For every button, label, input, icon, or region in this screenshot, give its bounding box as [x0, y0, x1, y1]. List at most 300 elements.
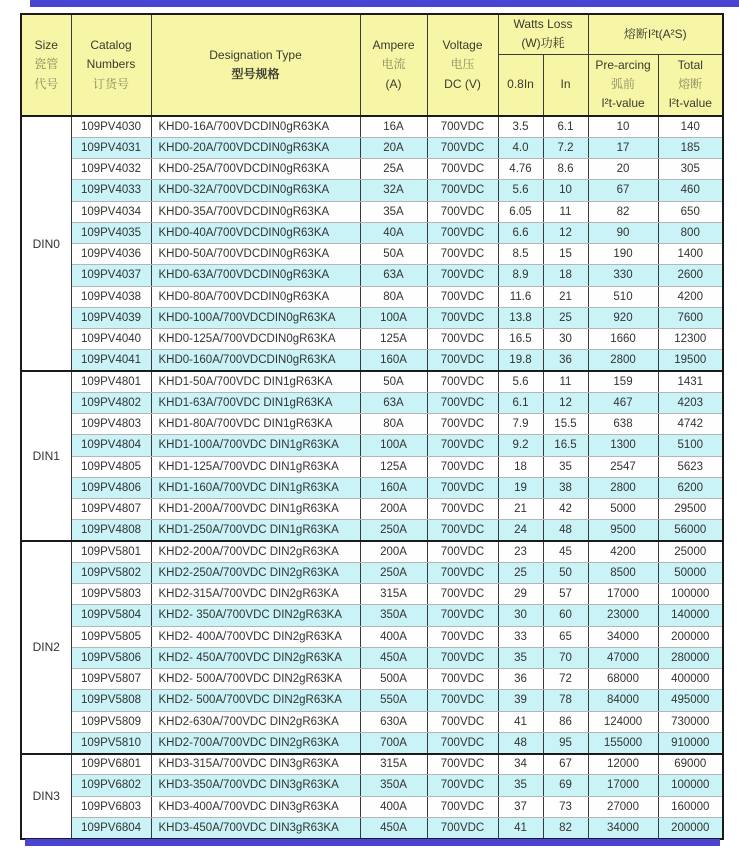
watts-loss-in-cell: 42 [543, 499, 588, 520]
catalog-number-cell: 109PV4805 [71, 456, 151, 477]
ampere-cell: 50A [360, 244, 427, 265]
ampere-cell: 315A [360, 584, 427, 605]
table-row [21, 137, 723, 158]
watts-loss-in-cell: 45 [543, 541, 588, 562]
total-i2t-cell: 5623 [658, 456, 723, 477]
voltage-cell: 700VDC [427, 817, 498, 838]
ampere-cell: 550A [360, 690, 427, 711]
voltage-cell: 700VDC [427, 499, 498, 520]
watts-loss-08in-cell: 35 [498, 647, 543, 668]
designation-type-cell: KHD0-160A/700VDCDIN0gR63KA [151, 350, 360, 371]
header-ampere-unit: (A) [385, 76, 402, 91]
prearcing-i2t-cell: 1300 [588, 435, 658, 456]
catalog-number-cell: 109PV4807 [71, 499, 151, 520]
table-row [21, 669, 723, 690]
voltage-cell: 700VDC [427, 605, 498, 626]
header-row-top [21, 14, 723, 54]
total-i2t-cell: 2600 [658, 265, 723, 286]
watts-loss-in-cell: 6.1 [543, 116, 588, 137]
watts-loss-08in-cell: 29 [498, 584, 543, 605]
designation-type-cell: KHD2- 350A/700VDC DIN2gR63KA [151, 605, 360, 626]
voltage-cell: 700VDC [427, 159, 498, 180]
watts-loss-in-cell: 67 [543, 754, 588, 775]
ampere-cell: 350A [360, 775, 427, 796]
voltage-cell: 700VDC [427, 669, 498, 690]
designation-type-cell: KHD0-16A/700VDCDIN0gR63KA [151, 116, 360, 137]
designation-type-cell: KHD0-25A/700VDCDIN0gR63KA [151, 159, 360, 180]
watts-loss-in-cell: 73 [543, 796, 588, 817]
header-ampere-cn: 电流 [381, 57, 406, 72]
header-prearcing-cn: 弧前 [610, 77, 635, 92]
prearcing-i2t-cell: 124000 [588, 711, 658, 732]
watts-loss-in-cell: 78 [543, 690, 588, 711]
prearcing-i2t-cell: 190 [588, 244, 658, 265]
col-header-in [543, 54, 588, 116]
total-i2t-cell: 6200 [658, 477, 723, 498]
voltage-cell: 700VDC [427, 541, 498, 562]
voltage-cell: 700VDC [427, 562, 498, 583]
prearcing-i2t-cell: 4200 [588, 541, 658, 562]
watts-loss-in-cell: 12 [543, 392, 588, 413]
catalog-number-cell: 109PV4803 [71, 414, 151, 435]
catalog-number-cell: 109PV5808 [71, 690, 151, 711]
voltage-cell: 700VDC [427, 116, 498, 137]
total-i2t-cell: 25000 [658, 541, 723, 562]
catalog-number-cell: 109PV5807 [71, 669, 151, 690]
voltage-cell: 700VDC [427, 201, 498, 222]
total-i2t-cell: 280000 [658, 647, 723, 668]
catalog-number-cell: 109PV4035 [71, 222, 151, 243]
watts-loss-08in-cell: 41 [498, 711, 543, 732]
catalog-number-cell: 109PV5802 [71, 562, 151, 583]
watts-loss-08in-cell: 24 [498, 520, 543, 541]
total-i2t-cell: 4200 [658, 286, 723, 307]
top-accent-bar [30, 0, 739, 7]
voltage-cell: 700VDC [427, 414, 498, 435]
voltage-cell: 700VDC [427, 626, 498, 647]
watts-loss-08in-cell: 23 [498, 541, 543, 562]
prearcing-i2t-cell: 12000 [588, 754, 658, 775]
watts-loss-08in-cell: 11.6 [498, 286, 543, 307]
prearcing-i2t-cell: 34000 [588, 626, 658, 647]
watts-loss-in-cell: 65 [543, 626, 588, 647]
voltage-cell: 700VDC [427, 222, 498, 243]
catalog-number-cell: 109PV4036 [71, 244, 151, 265]
watts-loss-in-cell: 11 [543, 201, 588, 222]
designation-type-cell: KHD0-80A/700VDCDIN0gR63KA [151, 286, 360, 307]
table-row [21, 392, 723, 413]
header-voltage-unit: DC (V) [444, 76, 481, 91]
voltage-cell: 700VDC [427, 754, 498, 775]
watts-loss-in-cell: 7.2 [543, 137, 588, 158]
size-group-cell: DIN0 [21, 116, 71, 371]
watts-loss-in-cell: 10 [543, 180, 588, 201]
watts-loss-in-cell: 16.5 [543, 435, 588, 456]
size-section-din2 [21, 541, 723, 754]
prearcing-i2t-cell: 330 [588, 265, 658, 286]
watts-loss-in-cell: 86 [543, 711, 588, 732]
table-row [21, 754, 723, 775]
header-size-cn2: 代号 [34, 76, 59, 91]
header-prearcing-unit: I²t-value [601, 96, 645, 111]
watts-loss-in-cell: 21 [543, 286, 588, 307]
designation-type-cell: KHD2- 500A/700VDC DIN2gR63KA [151, 690, 360, 711]
table-row [21, 371, 723, 392]
header-total-en: Total [677, 57, 703, 72]
designation-type-cell: KHD2- 400A/700VDC DIN2gR63KA [151, 626, 360, 647]
total-i2t-cell: 7600 [658, 307, 723, 328]
voltage-cell: 700VDC [427, 584, 498, 605]
catalog-number-cell: 109PV5804 [71, 605, 151, 626]
voltage-cell: 700VDC [427, 477, 498, 498]
catalog-number-cell: 109PV4804 [71, 435, 151, 456]
prearcing-i2t-cell: 68000 [588, 669, 658, 690]
prearcing-i2t-cell: 34000 [588, 817, 658, 838]
total-i2t-cell: 800 [658, 222, 723, 243]
catalog-number-cell: 109PV4037 [71, 265, 151, 286]
fuse-spec-table [20, 13, 724, 840]
voltage-cell: 700VDC [427, 244, 498, 265]
watts-loss-in-cell: 15.5 [543, 414, 588, 435]
table-row [21, 584, 723, 605]
catalog-number-cell: 109PV5809 [71, 711, 151, 732]
designation-type-cell: KHD1-200A/700VDC DIN1gR63KA [151, 499, 360, 520]
designation-type-cell: KHD0-100A/700VDCDIN0gR63KA [151, 307, 360, 328]
watts-loss-08in-cell: 6.1 [498, 392, 543, 413]
table-row [21, 350, 723, 371]
catalog-number-cell: 109PV4040 [71, 329, 151, 350]
voltage-cell: 700VDC [427, 286, 498, 307]
watts-loss-08in-cell: 8.5 [498, 244, 543, 265]
voltage-cell: 700VDC [427, 647, 498, 668]
watts-loss-08in-cell: 9.2 [498, 435, 543, 456]
voltage-cell: 700VDC [427, 711, 498, 732]
watts-loss-08in-cell: 5.6 [498, 180, 543, 201]
prearcing-i2t-cell: 1660 [588, 329, 658, 350]
designation-type-cell: KHD3-350A/700VDC DIN3gR63KA [151, 775, 360, 796]
header-08in-label: 0.8In [507, 77, 534, 92]
prearcing-i2t-cell: 8500 [588, 562, 658, 583]
designation-type-cell: KHD0-32A/700VDCDIN0gR63KA [151, 180, 360, 201]
watts-loss-08in-cell: 16.5 [498, 329, 543, 350]
header-watts-en: Watts Loss [513, 17, 573, 32]
col-header-designation [151, 14, 360, 116]
watts-loss-08in-cell: 48 [498, 732, 543, 753]
ampere-cell: 32A [360, 180, 427, 201]
header-total-cn: 熔断 [678, 77, 703, 92]
col-header-prearcing [588, 54, 658, 116]
total-i2t-cell: 56000 [658, 520, 723, 541]
ampere-cell: 200A [360, 541, 427, 562]
table-row [21, 222, 723, 243]
designation-type-cell: KHD1-50A/700VDC DIN1gR63KA [151, 371, 360, 392]
prearcing-i2t-cell: 17000 [588, 775, 658, 796]
designation-type-cell: KHD1-100A/700VDC DIN1gR63KA [151, 435, 360, 456]
watts-loss-08in-cell: 5.6 [498, 371, 543, 392]
ampere-cell: 250A [360, 520, 427, 541]
watts-loss-08in-cell: 13.8 [498, 307, 543, 328]
col-header-voltage [427, 14, 498, 116]
watts-loss-08in-cell: 36 [498, 669, 543, 690]
size-group-cell: DIN1 [21, 371, 71, 541]
watts-loss-in-cell: 25 [543, 307, 588, 328]
watts-loss-in-cell: 12 [543, 222, 588, 243]
total-i2t-cell: 910000 [658, 732, 723, 753]
table-header [21, 14, 723, 116]
designation-type-cell: KHD1-160A/700VDC DIN1gR63KA [151, 477, 360, 498]
watts-loss-in-cell: 70 [543, 647, 588, 668]
prearcing-i2t-cell: 5000 [588, 499, 658, 520]
ampere-cell: 100A [360, 307, 427, 328]
watts-loss-08in-cell: 6.05 [498, 201, 543, 222]
catalog-number-cell: 109PV4038 [71, 286, 151, 307]
table-row [21, 626, 723, 647]
table-row [21, 817, 723, 838]
header-voltage-en: Voltage [442, 38, 483, 53]
designation-type-cell: KHD0-63A/700VDCDIN0gR63KA [151, 265, 360, 286]
prearcing-i2t-cell: 17 [588, 137, 658, 158]
ampere-cell: 350A [360, 605, 427, 626]
prearcing-i2t-cell: 467 [588, 392, 658, 413]
voltage-cell: 700VDC [427, 796, 498, 817]
catalog-number-cell: 109PV4041 [71, 350, 151, 371]
prearcing-i2t-cell: 84000 [588, 690, 658, 711]
table-row [21, 711, 723, 732]
designation-type-cell: KHD1-80A/700VDC DIN1gR63KA [151, 414, 360, 435]
watts-loss-08in-cell: 3.5 [498, 116, 543, 137]
designation-type-cell: KHD0-20A/700VDCDIN0gR63KA [151, 137, 360, 158]
table-row [21, 265, 723, 286]
watts-loss-in-cell: 38 [543, 477, 588, 498]
voltage-cell: 700VDC [427, 329, 498, 350]
table-row [21, 201, 723, 222]
col-header-total [658, 54, 723, 116]
catalog-number-cell: 109PV5803 [71, 584, 151, 605]
watts-loss-08in-cell: 19 [498, 477, 543, 498]
ampere-cell: 400A [360, 626, 427, 647]
table-row [21, 562, 723, 583]
header-i2t-label: 熔断I²t(A²S) [623, 26, 687, 41]
total-i2t-cell: 69000 [658, 754, 723, 775]
header-watts-cn: (W)功耗 [521, 36, 565, 51]
designation-type-cell: KHD3-315A/700VDC DIN3gR63KA [151, 754, 360, 775]
header-ampere-en: Ampere [372, 38, 415, 53]
ampere-cell: 20A [360, 137, 427, 158]
ampere-cell: 315A [360, 754, 427, 775]
catalog-number-cell: 109PV4806 [71, 477, 151, 498]
catalog-number-cell: 109PV4808 [71, 520, 151, 541]
size-group-cell: DIN2 [21, 541, 71, 754]
voltage-cell: 700VDC [427, 137, 498, 158]
prearcing-i2t-cell: 638 [588, 414, 658, 435]
watts-loss-08in-cell: 4.0 [498, 137, 543, 158]
ampere-cell: 160A [360, 350, 427, 371]
prearcing-i2t-cell: 10 [588, 116, 658, 137]
prearcing-i2t-cell: 155000 [588, 732, 658, 753]
catalog-number-cell: 109PV5801 [71, 541, 151, 562]
total-i2t-cell: 5100 [658, 435, 723, 456]
table-row [21, 456, 723, 477]
watts-loss-08in-cell: 18 [498, 456, 543, 477]
header-voltage-cn: 电压 [450, 57, 475, 72]
catalog-number-cell: 109PV4030 [71, 116, 151, 137]
size-section-din3 [21, 754, 723, 839]
catalog-number-cell: 109PV4032 [71, 159, 151, 180]
watts-loss-08in-cell: 7.9 [498, 414, 543, 435]
prearcing-i2t-cell: 510 [588, 286, 658, 307]
total-i2t-cell: 460 [658, 180, 723, 201]
voltage-cell: 700VDC [427, 307, 498, 328]
voltage-cell: 700VDC [427, 520, 498, 541]
watts-loss-08in-cell: 41 [498, 817, 543, 838]
designation-type-cell: KHD2-315A/700VDC DIN2gR63KA [151, 584, 360, 605]
ampere-cell: 35A [360, 201, 427, 222]
catalog-number-cell: 109PV4039 [71, 307, 151, 328]
header-catalog-en2: Numbers [86, 57, 136, 72]
total-i2t-cell: 19500 [658, 350, 723, 371]
catalog-number-cell: 109PV5806 [71, 647, 151, 668]
ampere-cell: 80A [360, 414, 427, 435]
designation-type-cell: KHD2-200A/700VDC DIN2gR63KA [151, 541, 360, 562]
voltage-cell: 700VDC [427, 180, 498, 201]
total-i2t-cell: 305 [658, 159, 723, 180]
prearcing-i2t-cell: 23000 [588, 605, 658, 626]
designation-type-cell: KHD0-35A/700VDCDIN0gR63KA [151, 201, 360, 222]
total-i2t-cell: 495000 [658, 690, 723, 711]
total-i2t-cell: 650 [658, 201, 723, 222]
total-i2t-cell: 12300 [658, 329, 723, 350]
prearcing-i2t-cell: 20 [588, 159, 658, 180]
total-i2t-cell: 100000 [658, 775, 723, 796]
prearcing-i2t-cell: 82 [588, 201, 658, 222]
total-i2t-cell: 29500 [658, 499, 723, 520]
voltage-cell: 700VDC [427, 456, 498, 477]
col-header-ampere [360, 14, 427, 116]
prearcing-i2t-cell: 920 [588, 307, 658, 328]
watts-loss-in-cell: 69 [543, 775, 588, 796]
total-i2t-cell: 50000 [658, 562, 723, 583]
ampere-cell: 63A [360, 265, 427, 286]
table-row [21, 414, 723, 435]
designation-type-cell: KHD3-450A/700VDC DIN3gR63KA [151, 817, 360, 838]
ampere-cell: 80A [360, 286, 427, 307]
table-row [21, 286, 723, 307]
watts-loss-in-cell: 36 [543, 350, 588, 371]
watts-loss-in-cell: 72 [543, 669, 588, 690]
watts-loss-08in-cell: 8.9 [498, 265, 543, 286]
designation-type-cell: KHD0-40A/700VDCDIN0gR63KA [151, 222, 360, 243]
voltage-cell: 700VDC [427, 732, 498, 753]
header-in-label: In [560, 77, 571, 92]
voltage-cell: 700VDC [427, 392, 498, 413]
designation-type-cell: KHD2-630A/700VDC DIN2gR63KA [151, 711, 360, 732]
watts-loss-08in-cell: 21 [498, 499, 543, 520]
prearcing-i2t-cell: 27000 [588, 796, 658, 817]
watts-loss-in-cell: 8.6 [543, 159, 588, 180]
prearcing-i2t-cell: 2800 [588, 477, 658, 498]
watts-loss-08in-cell: 30 [498, 605, 543, 626]
ampere-cell: 40A [360, 222, 427, 243]
watts-loss-08in-cell: 33 [498, 626, 543, 647]
total-i2t-cell: 4742 [658, 414, 723, 435]
watts-loss-08in-cell: 6.6 [498, 222, 543, 243]
total-i2t-cell: 140000 [658, 605, 723, 626]
bottom-accent-bar [25, 839, 720, 846]
watts-loss-in-cell: 11 [543, 371, 588, 392]
watts-loss-in-cell: 50 [543, 562, 588, 583]
prearcing-i2t-cell: 90 [588, 222, 658, 243]
watts-loss-in-cell: 95 [543, 732, 588, 753]
ampere-cell: 100A [360, 435, 427, 456]
total-i2t-cell: 400000 [658, 669, 723, 690]
table-row [21, 690, 723, 711]
catalog-number-cell: 109PV5810 [71, 732, 151, 753]
watts-loss-in-cell: 30 [543, 329, 588, 350]
total-i2t-cell: 200000 [658, 817, 723, 838]
catalog-number-cell: 109PV4033 [71, 180, 151, 201]
prearcing-i2t-cell: 9500 [588, 520, 658, 541]
watts-loss-in-cell: 60 [543, 605, 588, 626]
voltage-cell: 700VDC [427, 265, 498, 286]
voltage-cell: 700VDC [427, 350, 498, 371]
voltage-cell: 700VDC [427, 371, 498, 392]
ampere-cell: 63A [360, 392, 427, 413]
table-row [21, 647, 723, 668]
watts-loss-08in-cell: 37 [498, 796, 543, 817]
ampere-cell: 700A [360, 732, 427, 753]
watts-loss-08in-cell: 35 [498, 775, 543, 796]
designation-type-cell: KHD2- 450A/700VDC DIN2gR63KA [151, 647, 360, 668]
catalog-number-cell: 109PV4034 [71, 201, 151, 222]
designation-type-cell: KHD3-400A/700VDC DIN3gR63KA [151, 796, 360, 817]
ampere-cell: 50A [360, 371, 427, 392]
ampere-cell: 25A [360, 159, 427, 180]
size-section-din0 [21, 116, 723, 371]
ampere-cell: 450A [360, 647, 427, 668]
table-row [21, 329, 723, 350]
header-size-cn1: 瓷管 [34, 57, 59, 72]
catalog-number-cell: 109PV5805 [71, 626, 151, 647]
catalog-number-cell: 109PV4801 [71, 371, 151, 392]
designation-type-cell: KHD2-700A/700VDC DIN2gR63KA [151, 732, 360, 753]
catalog-number-cell: 109PV6803 [71, 796, 151, 817]
voltage-cell: 700VDC [427, 775, 498, 796]
designation-type-cell: KHD0-50A/700VDCDIN0gR63KA [151, 244, 360, 265]
size-section-din1 [21, 371, 723, 541]
watts-loss-08in-cell: 39 [498, 690, 543, 711]
prearcing-i2t-cell: 47000 [588, 647, 658, 668]
designation-type-cell: KHD2- 500A/700VDC DIN2gR63KA [151, 669, 360, 690]
header-catalog-en1: Catalog [90, 38, 132, 53]
table-row [21, 775, 723, 796]
designation-type-cell: KHD1-250A/700VDC DIN1gR63KA [151, 520, 360, 541]
header-size-en: Size [34, 38, 58, 53]
table-row [21, 520, 723, 541]
header-designation-en: Designation Type [209, 47, 302, 62]
watts-loss-08in-cell: 25 [498, 562, 543, 583]
designation-type-cell: KHD1-125A/700VDC DIN1gR63KA [151, 456, 360, 477]
designation-type-cell: KHD1-63A/700VDC DIN1gR63KA [151, 392, 360, 413]
watts-loss-in-cell: 57 [543, 584, 588, 605]
header-prearcing-en: Pre-arcing [595, 57, 651, 72]
watts-loss-08in-cell: 4.76 [498, 159, 543, 180]
voltage-cell: 700VDC [427, 435, 498, 456]
total-i2t-cell: 140 [658, 116, 723, 137]
ampere-cell: 250A [360, 562, 427, 583]
total-i2t-cell: 200000 [658, 626, 723, 647]
header-catalog-cn: 订货号 [92, 76, 129, 91]
table-row [21, 732, 723, 753]
